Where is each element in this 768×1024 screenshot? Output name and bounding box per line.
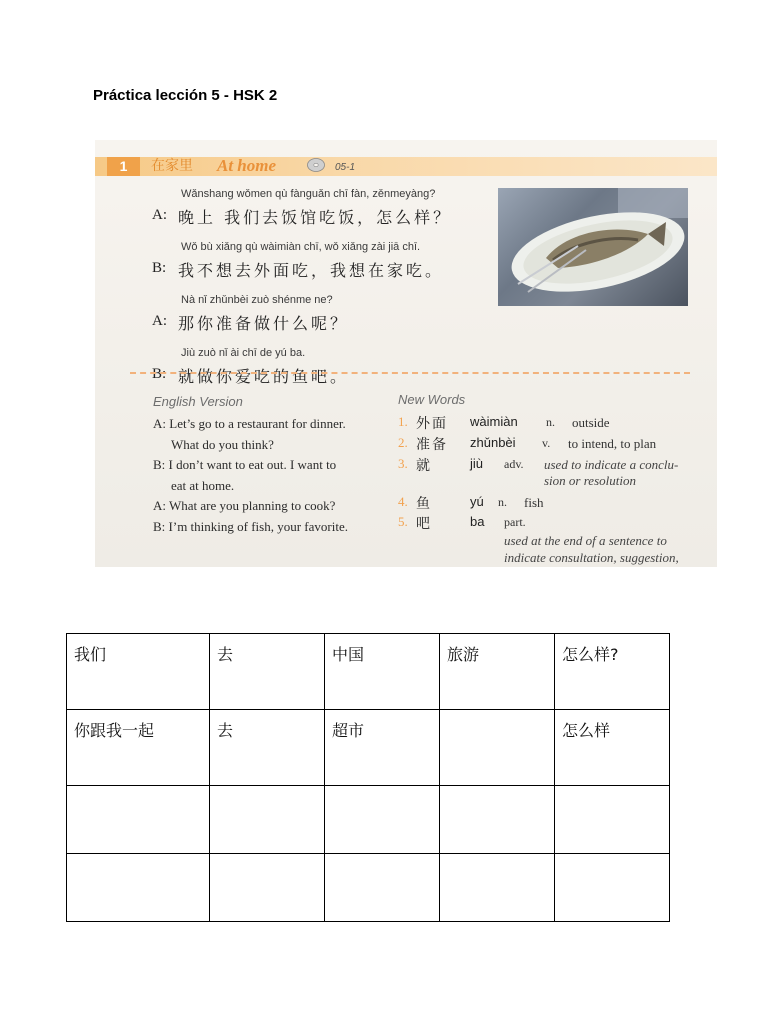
new-word-hanzi: 鱼 (416, 496, 432, 512)
practice-table (66, 633, 670, 922)
section-divider (130, 372, 690, 374)
dialog-speaker: A: (152, 313, 167, 329)
table-cell[interactable]: 怎么样? (555, 634, 670, 710)
dialog-hanzi: 晚上 我们去饭馆吃饭，怎么样？ (178, 208, 453, 227)
table-row (67, 786, 670, 854)
table-cell[interactable] (325, 786, 440, 854)
table-cell[interactable] (210, 854, 325, 922)
dialog-speaker: B: (152, 260, 167, 276)
audio-cd-icon (307, 158, 325, 172)
table-cell[interactable] (440, 854, 555, 922)
new-word-pinyin: yú (470, 494, 484, 509)
new-word-pos: adv. (504, 457, 524, 471)
lesson-number: 1 (107, 157, 140, 176)
table-row (67, 634, 670, 710)
table-cell[interactable] (440, 786, 555, 854)
new-word-definition-cont: sion or resolution (544, 473, 636, 488)
new-word-pinyin: wàimiàn (470, 414, 518, 429)
audio-track-number: 05-1 (335, 162, 356, 173)
new-word-pos: n. (546, 415, 555, 429)
lesson-header-english: At home (217, 156, 277, 175)
table-cell[interactable]: 你跟我一起 (67, 710, 210, 786)
table-cell[interactable] (210, 786, 325, 854)
new-word-pinyin: ba (470, 514, 485, 529)
new-word-number: 4. (398, 494, 408, 509)
new-word-pinyin: zhǔnbèi (470, 435, 516, 450)
new-word-definition: to intend, to plan (568, 436, 657, 451)
dialog-hanzi: 我不想去外面吃，我想在家吃。 (178, 261, 445, 280)
new-word-definition: used at the end of a sentence to (504, 533, 667, 548)
new-words-title: New Words (398, 392, 466, 407)
new-word-number: 5. (398, 514, 408, 529)
table-cell[interactable]: 去 (210, 634, 325, 710)
new-word-hanzi: 外面 (416, 416, 448, 432)
new-word-definition-cont: indicate consultation, suggestion, (504, 550, 679, 565)
table-row (67, 854, 670, 922)
new-word-definition: outside (572, 415, 610, 430)
new-word-number: 3. (398, 456, 408, 471)
new-word-pos: part. (504, 515, 526, 529)
english-line: What do you think? (171, 436, 274, 452)
table-cell[interactable] (440, 710, 555, 786)
english-line: A: What are you planning to cook? (153, 498, 336, 513)
new-word-hanzi: 准备 (416, 437, 448, 453)
textbook-scan (95, 140, 717, 567)
dialog-pinyin: Jiù zuò nǐ ài chī de yú ba. (181, 347, 306, 359)
new-word-pos: n. (498, 495, 507, 509)
plate-illustration (498, 188, 688, 306)
lesson-header-chinese: 在家里 (151, 158, 193, 174)
table-cell[interactable] (67, 854, 210, 922)
new-word-definition: fish (524, 495, 544, 510)
new-word-pinyin: jiù (470, 456, 484, 471)
table-cell[interactable] (555, 854, 670, 922)
new-word-number: 2. (398, 435, 408, 450)
table-cell[interactable]: 去 (210, 710, 325, 786)
dialog-pinyin: Nà nǐ zhǔnbèi zuò shénme ne? (181, 294, 333, 306)
new-word-row (398, 494, 717, 514)
dialog-hanzi: 那你准备做什么呢？ (178, 314, 350, 333)
dialog-pinyin: Wǒ bù xiǎng qù wàimiàn chī, wǒ xiǎng zài jiā chī. (181, 241, 421, 253)
english-line: A: Let’s go to a restaurant for dinner. (153, 416, 346, 431)
table-cell[interactable] (67, 786, 210, 854)
dialog-speaker: B: (152, 366, 167, 382)
new-word-hanzi: 就 (416, 458, 432, 474)
table-cell[interactable]: 中国 (325, 634, 440, 710)
table-cell[interactable] (325, 854, 440, 922)
english-line: B: I’m thinking of fish, your favorite. (153, 518, 348, 534)
new-word-pos: v. (542, 436, 551, 450)
new-word-row (398, 456, 717, 492)
table-cell[interactable]: 我们 (67, 634, 210, 710)
new-word-row (398, 435, 717, 455)
table-row (67, 710, 670, 786)
table-cell[interactable]: 怎么样 (555, 710, 670, 786)
new-word-row (398, 414, 717, 434)
dialog-hanzi: 就做你爱吃的鱼吧。 (178, 367, 350, 386)
table-cell[interactable]: 旅游 (440, 634, 555, 710)
english-line: eat at home. (171, 477, 235, 493)
fish-dish-photo (498, 188, 688, 306)
page-title: Práctica lección 5 - HSK 2 (93, 87, 278, 104)
table-cell[interactable]: 超市 (325, 710, 440, 786)
new-word-row (398, 514, 717, 566)
english-line: B: I don’t want to eat out. I want to (153, 457, 337, 472)
english-version (153, 416, 393, 539)
table-cell[interactable] (555, 786, 670, 854)
dialog-pinyin: Wǎnshang wǒmen qù fànguǎn chī fàn, zěnmeyàng? (181, 188, 436, 200)
dialog-speaker: A: (152, 207, 167, 223)
new-word-number: 1. (398, 414, 408, 429)
english-version-title: English Version (153, 394, 243, 409)
lesson-header (95, 157, 717, 176)
new-word-hanzi: 吧 (416, 516, 432, 532)
new-word-definition: used to indicate a conclu- (544, 457, 679, 472)
